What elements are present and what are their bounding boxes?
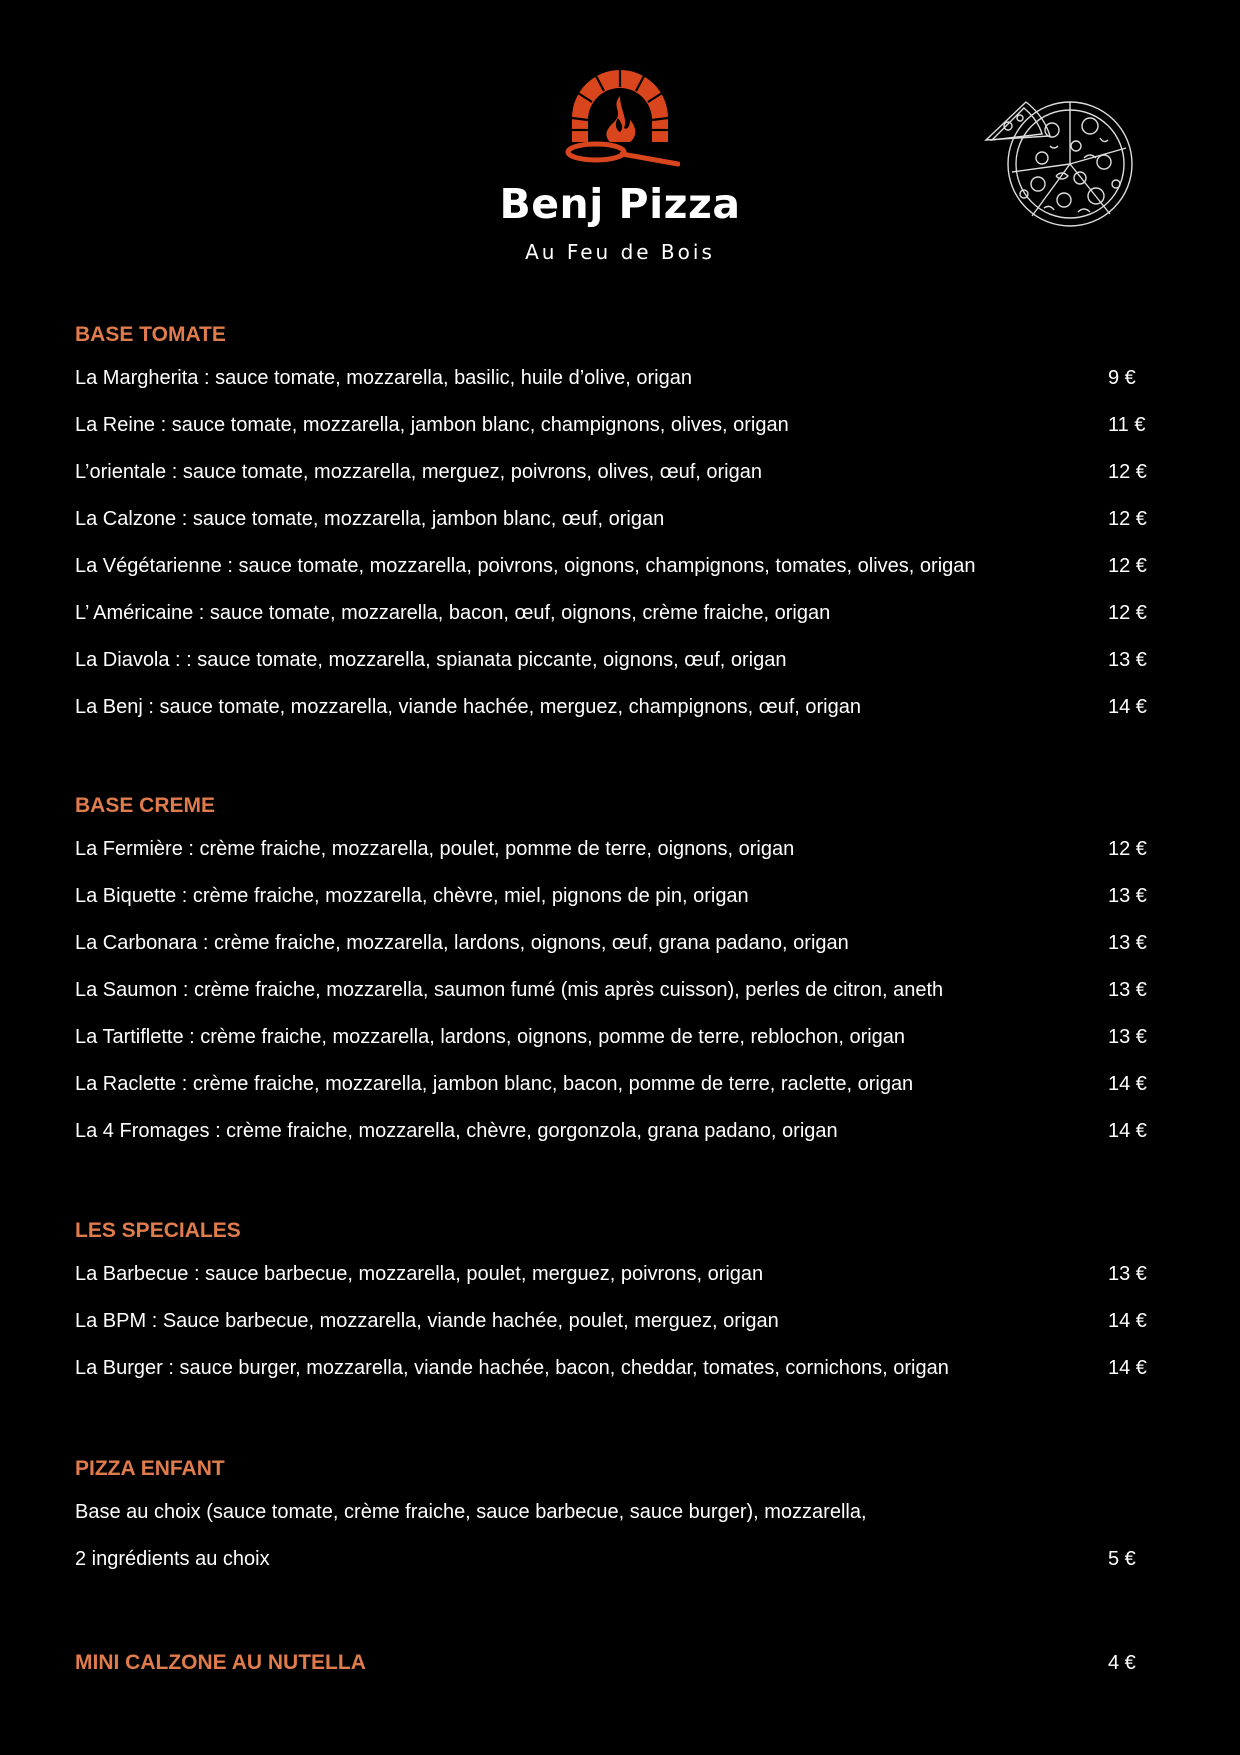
item-price: 12 € xyxy=(1108,602,1147,624)
menu-item xyxy=(75,1108,1165,1155)
item-price: 13 € xyxy=(1108,1026,1147,1048)
menu-item xyxy=(75,684,1165,731)
menu-item xyxy=(75,826,1165,873)
item-description: La Diavola : : sauce tomate, mozzarella, spianata piccante, oignons, œuf, origan xyxy=(75,649,787,671)
section-title: PIZZA ENFANT xyxy=(75,1457,225,1480)
item-price: 9 € xyxy=(1108,367,1136,389)
section-base-creme xyxy=(75,791,1165,1155)
section-les-speciales xyxy=(75,1216,1165,1392)
item-price: 12 € xyxy=(1108,508,1147,530)
section-title: MINI CALZONE AU NUTELLA xyxy=(75,1651,366,1674)
section-title: BASE CREME xyxy=(75,794,216,817)
brand-tagline: Au Feu de Bois xyxy=(525,240,715,264)
item-description: La Reine : sauce tomate, mozzarella, jambon blanc, champignons, olives, origan xyxy=(75,414,789,436)
item-price: 12 € xyxy=(1108,838,1147,860)
item-description: La Tartiflette : crème fraiche, mozzarella, lardons, oignons, pomme de terre, reblochon, origan xyxy=(75,1026,906,1048)
menu-item xyxy=(75,543,1165,590)
item-price: 5 € xyxy=(1108,1548,1136,1570)
menu-item xyxy=(75,637,1165,684)
item-description: La Saumon : crème fraiche, mozzarella, saumon fumé (mis après cuisson), perles de citron, aneth xyxy=(75,979,944,1001)
item-price: 11 € xyxy=(1108,414,1146,436)
menu-item xyxy=(75,1489,1165,1536)
item-price: 14 € xyxy=(1108,1073,1147,1095)
menu-item xyxy=(75,402,1165,449)
item-description: La Carbonara : crème fraiche, mozzarella, lardons, oignons, œuf, grana padano, origan xyxy=(75,932,849,954)
section-pizza-enfant xyxy=(75,1454,1165,1583)
section-mini-calzone xyxy=(75,1648,1165,1678)
section-title: LES SPECIALES xyxy=(75,1219,241,1242)
menu-item xyxy=(75,873,1165,920)
menu-item xyxy=(75,590,1165,637)
item-price: 14 € xyxy=(1108,1120,1147,1142)
item-description: La Margherita : sauce tomate, mozzarella, basilic, huile d’olive, origan xyxy=(75,367,692,389)
item-description: La Végétarienne : sauce tomate, mozzarella, poivrons, oignons, champignons, tomates, olives, origan xyxy=(75,555,976,577)
item-price: 14 € xyxy=(1108,1357,1147,1379)
menu-item xyxy=(75,1536,1165,1583)
brand-name: Benj Pizza xyxy=(499,180,741,228)
pizza-sketch-icon xyxy=(980,88,1142,238)
item-description: La Biquette : crème fraiche, mozzarella, chèvre, miel, pignons de pin, origan xyxy=(75,885,749,907)
menu-item xyxy=(75,967,1165,1014)
menu-item xyxy=(75,496,1165,543)
item-price: 13 € xyxy=(1108,885,1147,907)
menu-item xyxy=(75,1014,1165,1061)
item-description: La 4 Fromages : crème fraiche, mozzarella, chèvre, gorgonzola, grana padano, origan xyxy=(75,1120,838,1142)
menu-item xyxy=(75,355,1165,402)
item-price: 13 € xyxy=(1108,649,1147,671)
item-price: 13 € xyxy=(1108,1263,1147,1285)
item-price: 12 € xyxy=(1108,461,1147,483)
menu-item xyxy=(75,1061,1165,1108)
item-description: Base au choix (sauce tomate, crème fraiche, sauce barbecue, sauce burger), mozzarella, xyxy=(75,1501,867,1523)
item-description: La Raclette : crème fraiche, mozzarella, jambon blanc, bacon, pomme de terre, raclette, origan xyxy=(75,1073,914,1095)
menu-header xyxy=(0,0,1240,280)
menu-item xyxy=(75,1345,1165,1392)
item-description: La Barbecue : sauce barbecue, mozzarella, poulet, merguez, poivrons, origan xyxy=(75,1263,764,1285)
item-description: La Calzone : sauce tomate, mozzarella, jambon blanc, œuf, origan xyxy=(75,508,665,530)
item-price: 13 € xyxy=(1108,979,1147,1001)
menu-item xyxy=(75,920,1165,967)
item-description: La BPM : Sauce barbecue, mozzarella, viande hachée, poulet, merguez, origan xyxy=(75,1310,779,1332)
item-price: 13 € xyxy=(1108,932,1147,954)
item-price: 4 € xyxy=(1108,1652,1136,1674)
menu-item xyxy=(75,1251,1165,1298)
section-base-tomate xyxy=(75,320,1165,731)
item-description: La Benj : sauce tomate, mozzarella, viande hachée, merguez, champignons, œuf, origan xyxy=(75,696,861,718)
menu-item xyxy=(75,1298,1165,1345)
item-price: 12 € xyxy=(1108,555,1147,577)
section-title: BASE TOMATE xyxy=(75,323,226,346)
item-price: 14 € xyxy=(1108,1310,1147,1332)
item-description: La Fermière : crème fraiche, mozzarella, poulet, pomme de terre, oignons, origan xyxy=(75,838,795,860)
item-price: 14 € xyxy=(1108,696,1147,718)
item-description: La Burger : sauce burger, mozzarella, viande hachée, bacon, cheddar, tomates, cornichons, origan xyxy=(75,1357,949,1379)
item-description: L’ Américaine : sauce tomate, mozzarella, bacon, œuf, oignons, crème fraiche, origan xyxy=(75,602,831,624)
item-description: L’orientale : sauce tomate, mozzarella, merguez, poivrons, olives, œuf, origan xyxy=(75,461,762,483)
menu-item xyxy=(75,449,1165,496)
wood-fired-oven-logo-icon xyxy=(560,66,680,176)
item-description: 2 ingrédients au choix xyxy=(75,1548,270,1570)
